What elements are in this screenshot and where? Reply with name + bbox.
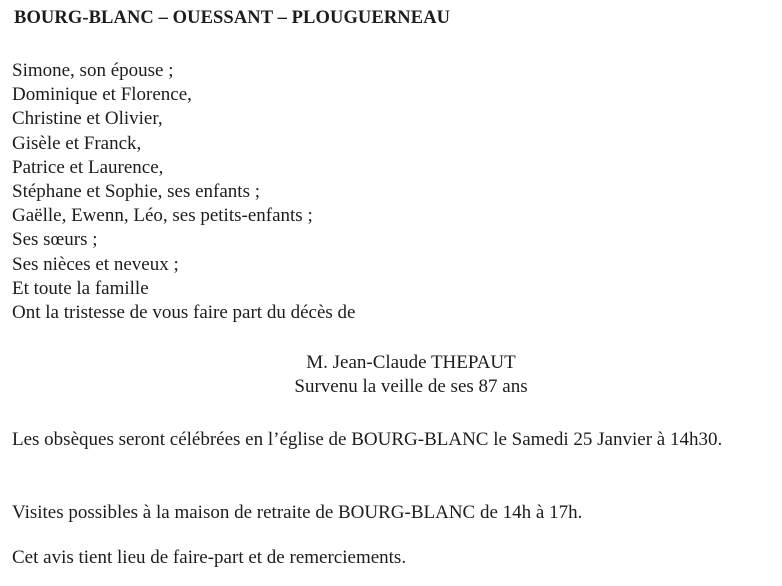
family-line: Ses sœurs ; [12, 229, 98, 251]
closing-paragraph: Cet avis tient lieu de faire-part et de remerciements. [12, 547, 407, 568]
family-line: Et toute la famille [12, 277, 149, 299]
family-line: Patrice et Laurence, [12, 156, 164, 178]
family-line: Stéphane et Sophie, ses enfants ; [12, 181, 261, 203]
family-line: Dominique et Florence, [12, 84, 192, 106]
visits-paragraph: Visites possibles à la maison de retraite de BOURG-BLANC de 14h à 17h. [12, 502, 583, 523]
family-list [12, 59, 355, 325]
family-line: Christine et Olivier, [12, 108, 163, 130]
family-line: Gaëlle, Ewenn, Léo, ses petits-enfants ; [12, 205, 313, 227]
family-line: Gisèle et Franck, [12, 132, 142, 154]
funeral-paragraph: Les obsèques seront célébrées en l’église de BOURG-BLANC le Samedi 25 Janvier à 14h30. [12, 429, 723, 450]
family-line: Ont la tristesse de vous faire part du décès de [12, 302, 356, 324]
family-line: Ses nièces et neveux ; [12, 253, 179, 275]
deceased-name: M. Jean-Claude THEPAUT [306, 352, 516, 373]
family-line: Simone, son épouse ; [12, 60, 174, 81]
notice-heading: BOURG-BLANC – OUESSANT – PLOUGUERNEAU [14, 8, 451, 28]
deceased-note: Survenu la veille de ses 87 ans [294, 376, 528, 397]
